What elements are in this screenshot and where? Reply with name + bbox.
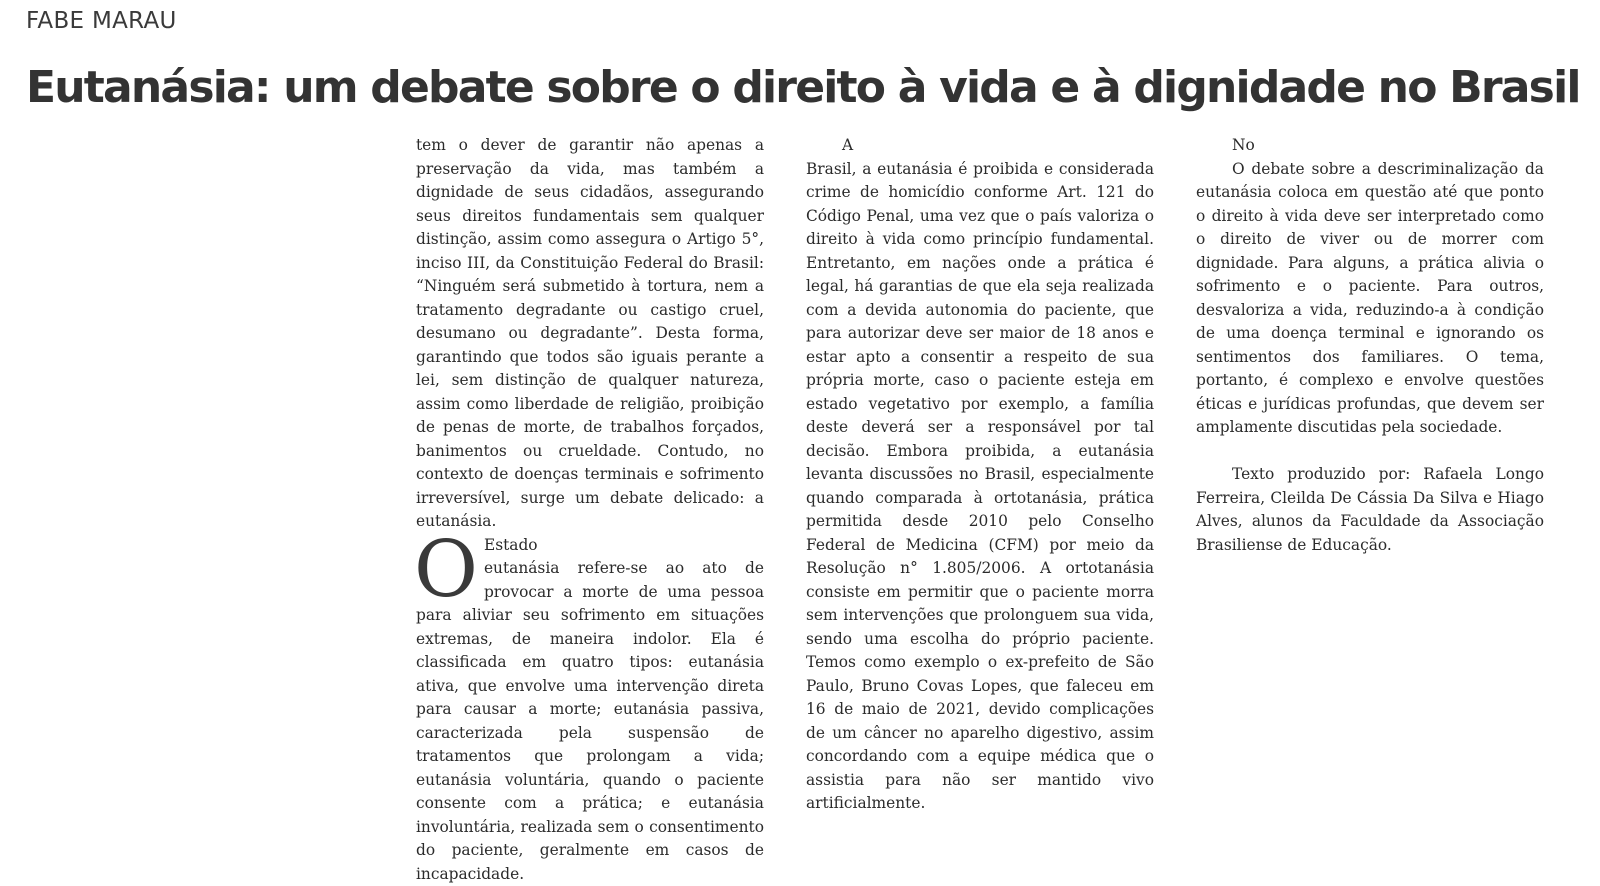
drop-cap: O — [414, 524, 478, 615]
paragraph-debate-text: O debate sobre a descriminalização da eutanásia coloca em questão até que ponto o direito à vida deve ser interpretado como o direito de viver ou de morrer com dignidade. Para alguns, a prática alivia o sofrimento e o paciente. Para outros, desvaloriza a vida, reduzindo-a à condição de uma doença terminal e ignorando os sentimentos dos familiares. O tema, portanto, é complexo e envolve questões éticas e jurídicas profundas, que devem ser amplamente discutidas pela sociedade. — [1196, 159, 1544, 436]
article-column-4 — [1196, 134, 1544, 614]
paragraph-intro — [414, 524, 764, 615]
paragraph-brazil-text: No — [1232, 136, 1255, 154]
paragraph-definition-text: A — [842, 136, 854, 154]
article-body — [26, 134, 1544, 883]
article-headline: Eutanásia: um debate sobre o direito à vida e à dignidade no Brasil — [26, 62, 1580, 113]
paragraph-intro-continued: tem o dever de garantir não apenas a preservação da vida, mas também a dignidade de seus cidadãos, assegurando seus direitos fundamentais sem qualquer distinção, assim como assegura o Artigo 5°, inciso III, da Constituição Federal do Brasil: “Ninguém será submetido à tortura, nem a tratamento degradante ou castigo cruel, desumano ou degradante”. Desta forma, garantindo que todos são iguais perante a lei, sem distinção de qualquer natureza, assim como liberdade de religião, proibição de penas de morte, de trabalhos forçados, banimentos ou crueldade. Contudo, no contexto de doenças terminais e sofrimento irreversível, surge um debate delicado: a eutanásia. — [416, 136, 764, 530]
paragraph-brazil-continued: Brasil, a eutanásia é proibida e considerada crime de homicídio conforme Art. 121 do Código Penal, uma vez que o país valoriza o direito à vida como princípio fundamental. Entretanto, em nações onde a prática é legal, há garantias de que ela seja realizada com a devida autonomia do paciente, que para autorizar deve ser maior de 18 anos e estar apto a consentir a respeito de sua própria morte, caso o paciente esteja em estado vegetativo por exemplo, a família deste deverá ser a responsável por tal decisão. Embora proibida, a eutanásia levanta discussões no Brasil, especialmente quando comparada à ortotanásia, prática permitida desde 2010 pelo Conselho Federal de Medicina (CFM) por meio da Resolução n° 1.805/2006. A ortotanásia consiste em permitir que o paciente morra sem intervenções que prolonguem sua vida, sendo uma escolha do próprio paciente. Temos como exemplo o ex-prefeito de São Paulo, Bruno Covas Lopes, que faleceu em 16 de maio de 2021, devido complicações de um câncer no aparelho digestivo, assim concordando com a equipe médica que o assistia para não ser mantido vivo artificialmente. — [806, 159, 1154, 812]
author-credit — [1196, 463, 1544, 557]
paragraph-debate — [1196, 158, 1544, 440]
paragraph-definition — [806, 134, 1154, 158]
article-column-2 — [414, 134, 764, 883]
article-column-3 — [806, 134, 1154, 812]
paragraph-intro-text: Estado — [483, 535, 538, 554]
paragraph-definition-continued: eutanásia refere-se ao ato de provocar a morte de uma pessoa para aliviar seu sofrimento em situações extremas, de maneira indolor. Ela é classificada em quatro tipos: eutanásia ativa, que envolve uma intervenção direta para causar a morte; eutanásia passiva, caracterizada pela suspensão de tratamentos que prolongam a vida; eutanásia voluntária, quando o paciente consente com a prática; e eutanásia involuntária, realizada sem o consentimento do paciente, geralmente em casos de incapacidade. — [416, 559, 764, 883]
paragraph-brazil — [1196, 134, 1544, 158]
article-column-1 — [26, 134, 374, 614]
author-credit-text: Texto produzido por: Rafaela Longo Ferreira, Cleilda De Cássia Da Silva e Hiago Alves, alunos da Faculdade da Associação Brasiliense de Educação. — [1196, 465, 1544, 554]
section-label: FABE MARAU — [26, 8, 177, 34]
